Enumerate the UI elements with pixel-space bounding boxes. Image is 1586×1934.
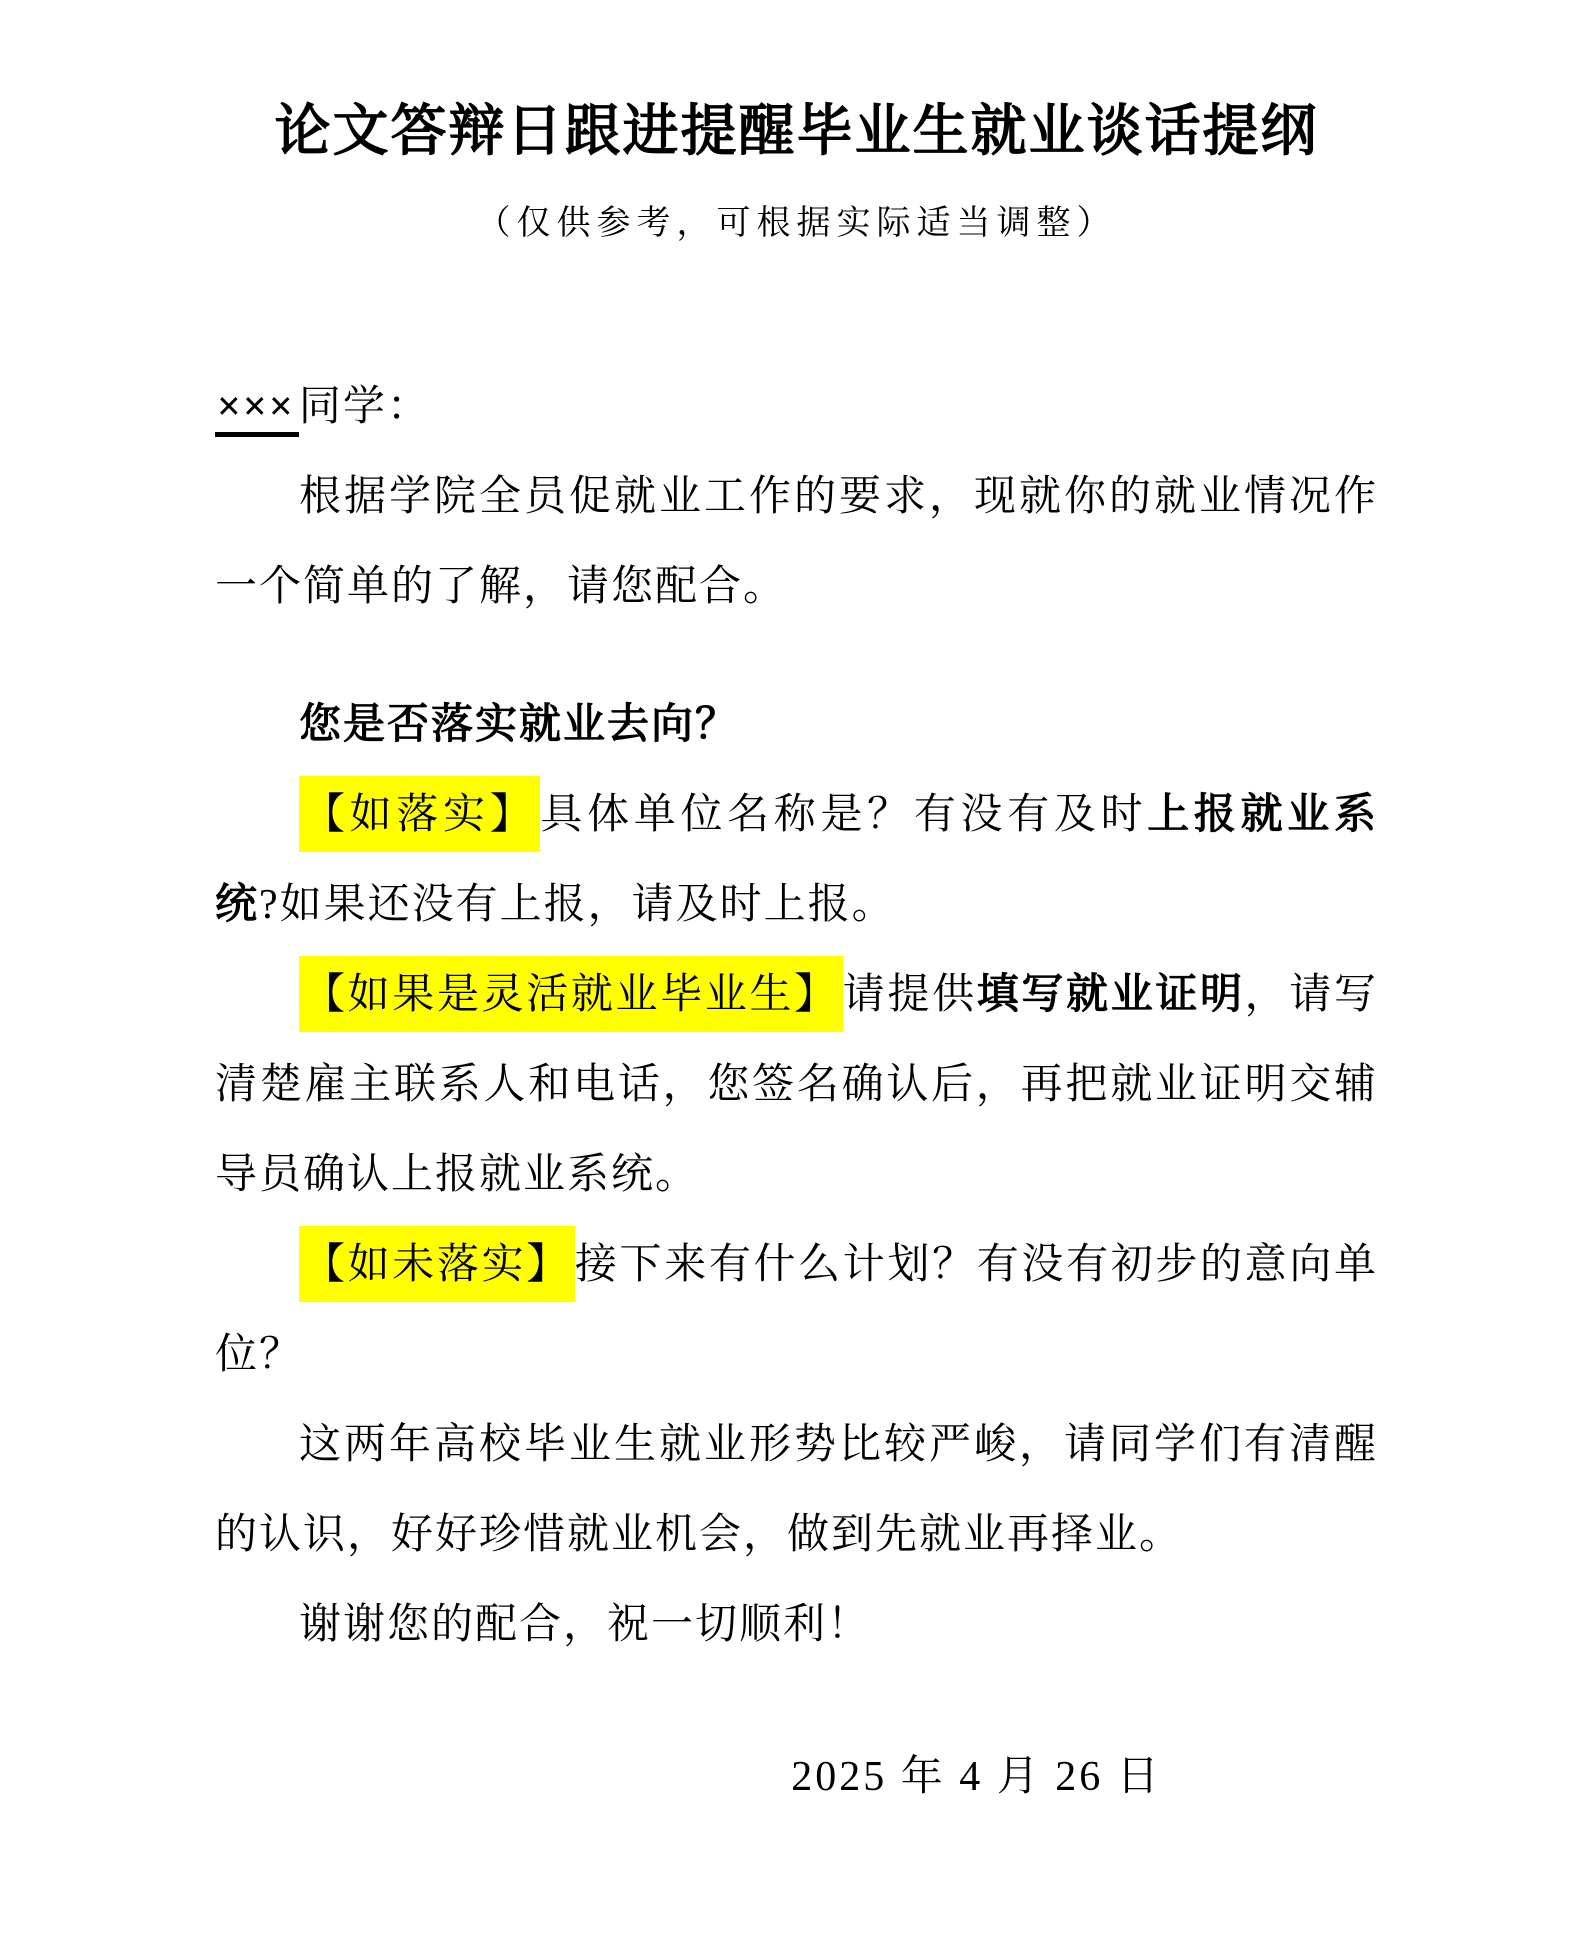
- closing-advice-paragraph: 这两年高校毕业生就业形势比较严峻，请同学们有清醒的认识，好好珍惜就业机会，做到先就业再择业。: [215, 1421, 1378, 1558]
- if-confirmed-bold-text: 上报就业系统: [215, 791, 1378, 928]
- highlight-if-confirmed: 【如落实】: [299, 776, 540, 852]
- intro-paragraph: 根据学院全员促就业工作的要求，现就你的就业情况作一个简单的了解，请您配合。: [215, 473, 1378, 610]
- highlight-if-unconfirmed: 【如未落实】: [299, 1226, 575, 1302]
- salutation-suffix: 同学：: [298, 383, 431, 430]
- if-unconfirmed-text: 接下来有什么计划？有没有初步的意向单位？: [215, 1241, 1378, 1378]
- document-date: 2025 年 4 月 26 日: [791, 1753, 1162, 1800]
- paragraph-if-confirmed: [215, 770, 1378, 950]
- if-flexible-bold-text: 填写就业证明: [976, 971, 1245, 1018]
- document-body: [215, 362, 1378, 1822]
- if-flexible-text: 请提供: [842, 971, 977, 1018]
- paragraph-if-flexible: [215, 950, 1378, 1220]
- if-confirmed-text: 具体单位名称是？有没有及时: [540, 791, 1148, 838]
- highlight-if-flexible: 【如果是灵活就业毕业生】: [299, 956, 843, 1032]
- paragraph-if-unconfirmed: [215, 1220, 1378, 1400]
- question-heading: 您是否落实就业去向？: [299, 701, 740, 748]
- document-title: 论文答辩日跟进提醒毕业生就业谈话提纲: [274, 101, 1319, 163]
- if-flexible-text-tail: ，请写清楚雇主联系人和电话，您签名确认后，再把就业证明交辅导员确认上报就业系统。: [215, 971, 1378, 1198]
- if-confirmed-text-tail: ?如果还没有上报，请及时上报。: [259, 881, 896, 928]
- closing-thanks-paragraph: 谢谢您的配合，祝一切顺利！: [299, 1601, 872, 1648]
- document-subtitle: （仅供参考，可根据实际适当调整）: [476, 204, 1117, 242]
- salutation-name-blank: ×××: [215, 384, 299, 437]
- salutation-line: [215, 362, 1378, 452]
